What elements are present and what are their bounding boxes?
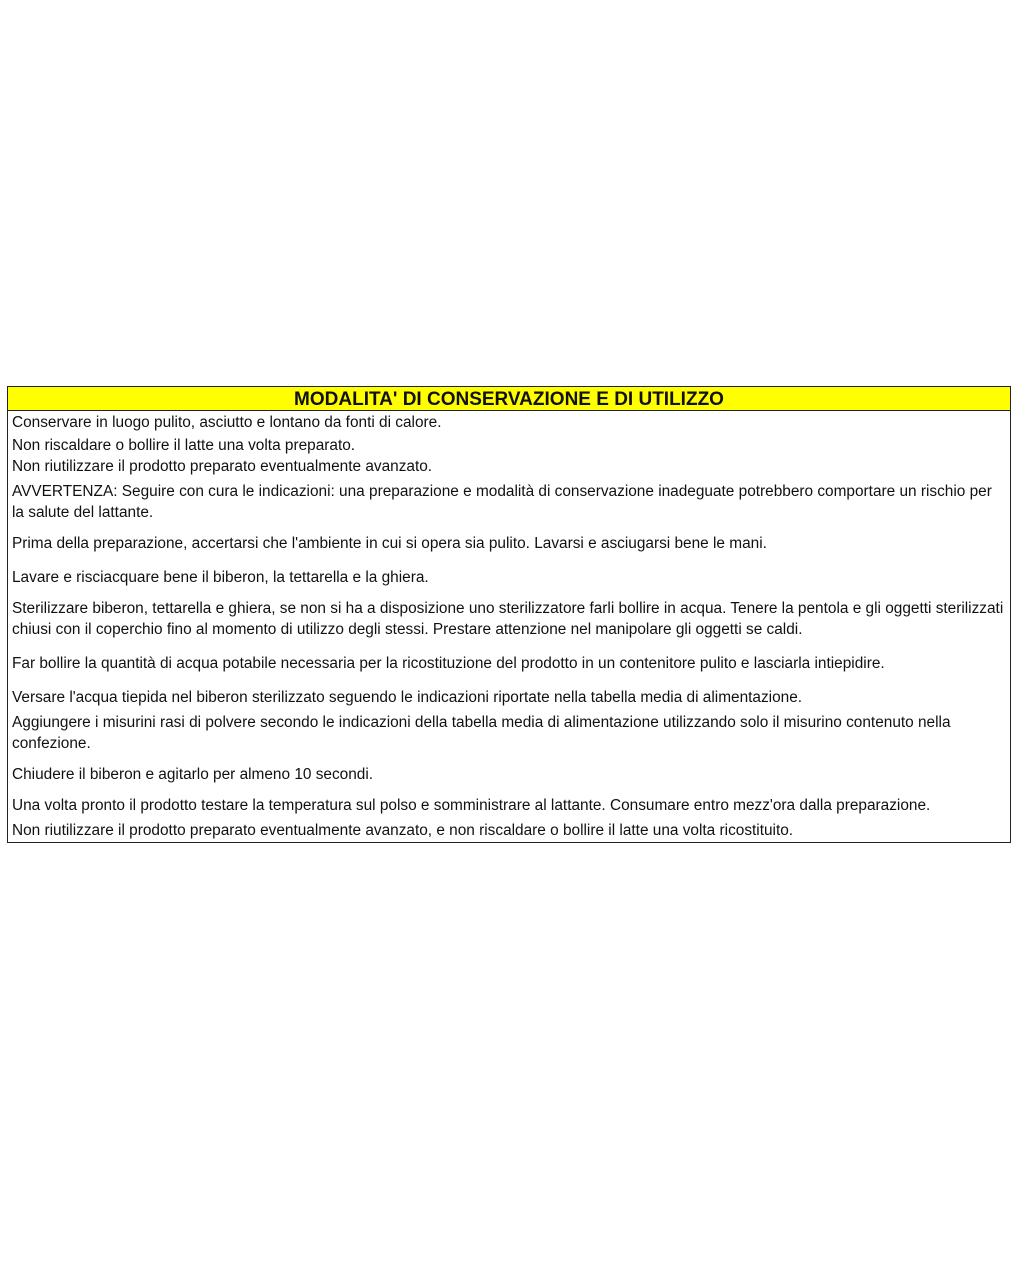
instruction-line: Non riscaldare o bollire il latte una volta preparato. (12, 437, 356, 454)
instruction-line: Lavare e risciacquare bene il biberon, la tettarella e la ghiera. (12, 569, 429, 586)
instruction-line: Una volta pronto il prodotto testare la temperatura sul polso e somministrare al lattante. Consumare entro mezz'ora dalla preparazione. (12, 797, 931, 814)
warning-line: AVVERTENZA: Seguire con cura le indicazioni: una preparazione e modalità di conservazione inadeguate potrebbero comportare un rischio per la salute del lattante. (12, 483, 992, 521)
instruction-line: Non riutilizzare il prodotto preparato eventualmente avanzato, e non riscaldare o bollire il latte una volta ricostituito. (12, 822, 794, 839)
instruction-line: Non riutilizzare il prodotto preparato eventualmente avanzato. (12, 458, 433, 475)
table-title: MODALITA' DI CONSERVAZIONE E DI UTILIZZO (8, 387, 1010, 411)
instruction-line: Conservare in luogo pulito, asciutto e lontano da fonti di calore. (12, 414, 442, 431)
instruction-line: Chiudere il biberon e agitarlo per almeno 10 secondi. (12, 766, 374, 783)
instruction-line: Far bollire la quantità di acqua potabile necessaria per la ricostituzione del prodotto in un contenitore pulito e lasciarla intiepidire. (12, 655, 885, 672)
table-body (8, 411, 1010, 842)
instruction-line: Prima della preparazione, accertarsi che l'ambiente in cui si opera sia pulito. Lavarsi e asciugarsi bene le mani. (12, 535, 767, 552)
instructions-table (7, 386, 1011, 843)
instruction-line: Sterilizzare biberon, tettarella e ghiera, se non si ha a disposizione uno sterilizzatore farli bollire in acqua. Tenere la pentola e gli oggetti sterilizzati chiusi con il coperchio fino al momento di utilizzo degli stessi. Prestare attenzione nel manipolare gli oggetti se caldi. (12, 600, 1004, 638)
instruction-line: Versare l'acqua tiepida nel biberon sterilizzato seguendo le indicazioni riportate nella tabella media di alimentazione. (12, 689, 803, 706)
instruction-line: Aggiungere i misurini rasi di polvere secondo le indicazioni della tabella media di alimentazione utilizzando solo il misurino contenuto nella confezione. (12, 714, 951, 752)
